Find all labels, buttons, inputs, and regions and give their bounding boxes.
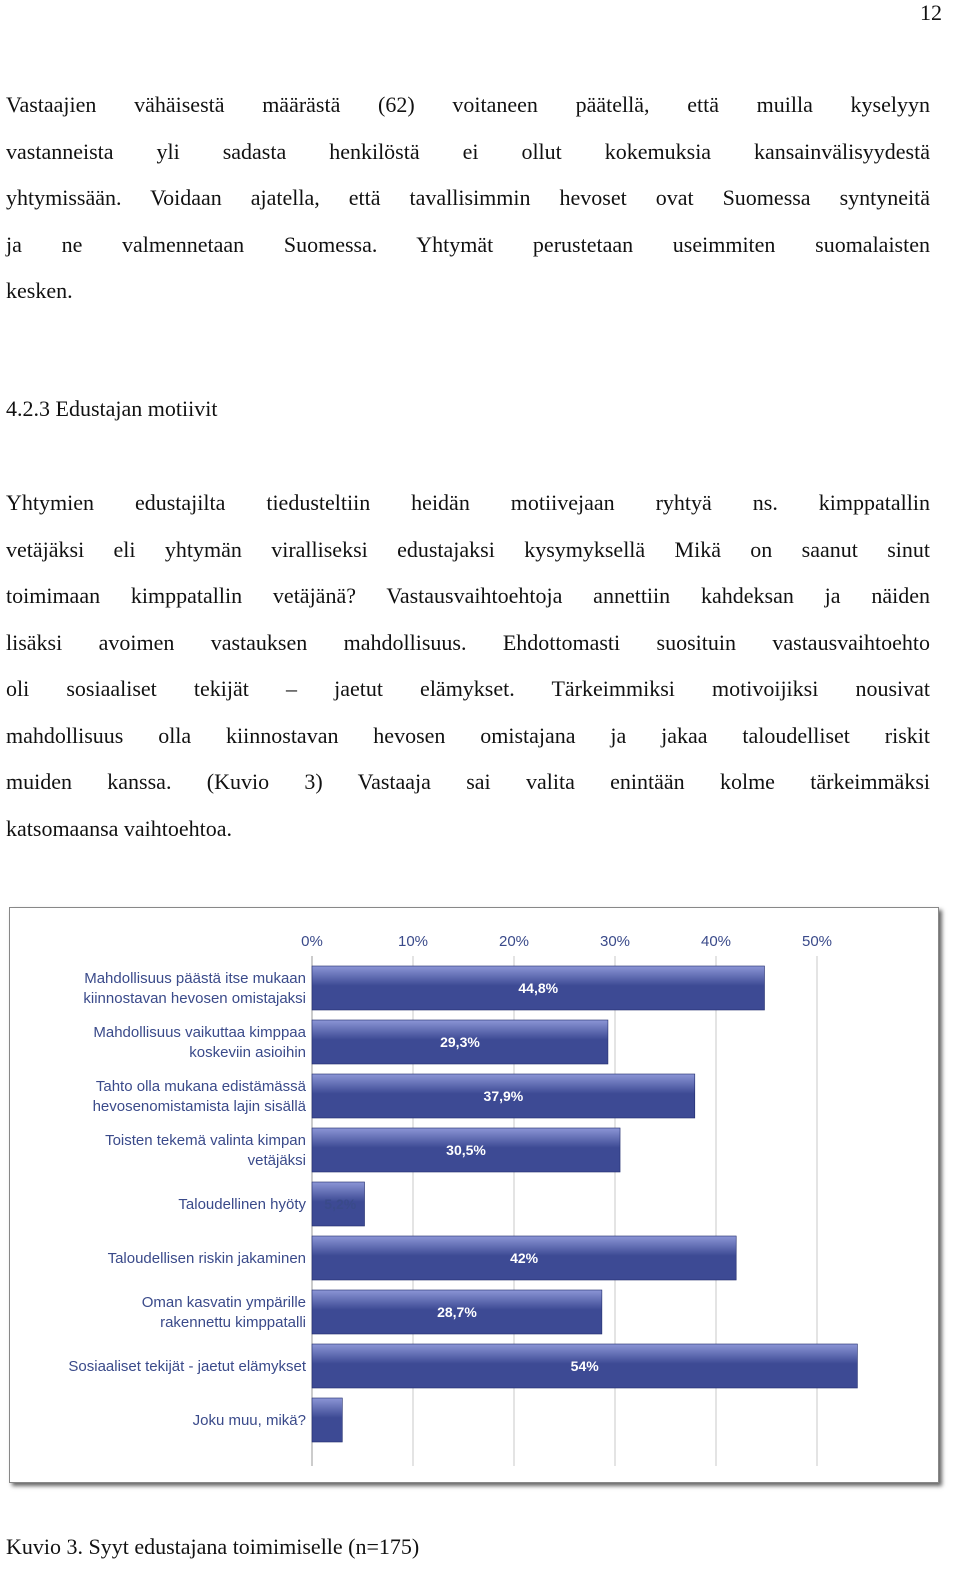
paragraph-line: vastanneista yli sadasta henkilöstä ei ollut kokemuksia kansainvälisyydestä bbox=[6, 138, 930, 164]
category-label: kiinnostavan hevosen omistajaksi bbox=[83, 990, 306, 1007]
category-label: Sosiaaliset tekijät - jaetut elämykset bbox=[68, 1358, 306, 1375]
paragraph-line: katsomaansa vaihtoehtoa. bbox=[6, 815, 233, 841]
paragraph-line: vetäjäksi eli yhtymän viralliseksi edustajaksi kysymyksellä Mikä on saanut sinut bbox=[6, 536, 930, 562]
bar-chart bbox=[10, 908, 938, 1482]
value-label: 44,8% bbox=[518, 980, 559, 996]
category-label: Toisten tekemä valinta kimpan bbox=[105, 1132, 306, 1149]
category-label: Taloudellinen hyöty bbox=[178, 1196, 306, 1213]
paragraph-1 bbox=[6, 82, 930, 315]
category-label: vetäjäksi bbox=[247, 1152, 306, 1169]
figure-caption: Kuvio 3. Syyt edustajana toimimiselle (n=175) bbox=[6, 1534, 420, 1559]
value-label: 29,3% bbox=[440, 1034, 480, 1050]
paragraph-line: lisäksi avoimen vastauksen mahdollisuus. Ehdottomasti suosituin vastausvaihtoehto bbox=[6, 629, 930, 655]
value-label: 42% bbox=[510, 1250, 539, 1266]
x-tick-label: 30% bbox=[599, 933, 631, 950]
x-tick-label: 40% bbox=[700, 933, 732, 950]
category-label: rakennettu kimppatalli bbox=[160, 1314, 306, 1331]
category-label: hevosenomistamista lajin sisällä bbox=[92, 1098, 306, 1115]
paragraph-line: ja ne valmennetaan Suomessa. Yhtymät perustetaan useimmiten suomalaisten bbox=[6, 231, 930, 257]
category-label: koskeviin asioihin bbox=[189, 1044, 306, 1061]
category-label: Oman kasvatin ympärille bbox=[141, 1294, 306, 1311]
category-label: Tahto olla mukana edistämässä bbox=[95, 1078, 306, 1095]
paragraph-line: muiden kanssa. (Kuvio 3) Vastaaja sai valita enintään kolme tärkeimmäksi bbox=[6, 769, 930, 794]
category-label: Taloudellisen riskin jakaminen bbox=[107, 1250, 306, 1267]
paragraph-line: Yhtymien edustajilta tiedusteltiin heidän motiivejaan ryhtyä ns. kimppatallin bbox=[6, 490, 930, 515]
category-label: Mahdollisuus päästä itse mukaan bbox=[84, 970, 306, 987]
x-tick-label: 0% bbox=[301, 933, 323, 950]
paragraph-line: yhtymissään. Voidaan ajatella, että tavallisimmin hevoset ovat Suomessa syntyneitä bbox=[6, 185, 930, 210]
x-tick-label: 10% bbox=[397, 933, 429, 950]
value-label: 5,2% bbox=[324, 1196, 357, 1212]
figure-frame bbox=[9, 907, 939, 1483]
value-label: 37,9% bbox=[483, 1088, 524, 1104]
category-label: Joku muu, mikä? bbox=[192, 1412, 306, 1429]
page-number: 12 bbox=[920, 0, 942, 25]
x-tick-label: 20% bbox=[498, 933, 530, 950]
paragraph-line: toimimaan kimppatallin vetäjänä? Vastausvaihtoehtoja annettiin kahdeksan ja näiden bbox=[6, 583, 930, 608]
paragraph-line: Vastaajien vähäisestä määrästä (62) voitaneen päätellä, että muilla kyselyyn bbox=[6, 92, 930, 117]
x-tick-label: 50% bbox=[801, 933, 833, 950]
section-heading: 4.2.3 Edustajan motiivit bbox=[6, 396, 218, 421]
value-label: 30,5% bbox=[446, 1142, 486, 1158]
bar bbox=[312, 1398, 342, 1442]
value-label: 28,7% bbox=[437, 1304, 477, 1320]
category-label: Mahdollisuus vaikuttaa kimppaa bbox=[93, 1024, 306, 1041]
paragraph-2 bbox=[6, 480, 930, 852]
paragraph-line: mahdollisuus olla kiinnostavan hevosen omistajana ja jakaa taloudelliset riskit bbox=[6, 722, 930, 748]
paragraph-line: oli sosiaaliset tekijät – jaetut elämykset. Tärkeimmiksi motivoijiksi nousivat bbox=[6, 676, 930, 701]
value-label: 54% bbox=[570, 1358, 599, 1374]
paragraph-line: kesken. bbox=[6, 278, 73, 303]
